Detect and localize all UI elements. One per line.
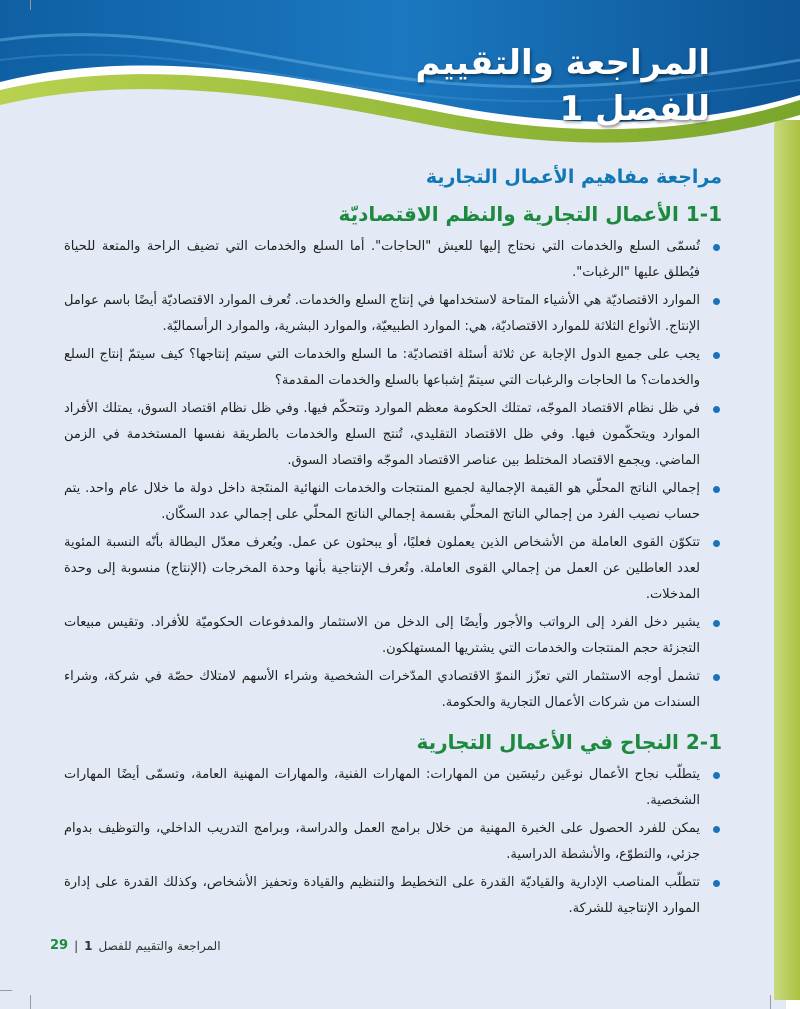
bullet-icon [713,352,720,359]
list-item: يشير دخل الفرد إلى الرواتب والأجور وأيضًا إلى الدخل من الاستثمار والمدفوعات الحكوميّة للأفراد. وتقيس مبيعات التجزئة حجم المنتجات والخدمات التي يشتريها المستهلكون. [64,610,722,662]
section-2-list [64,762,722,922]
footer-separator: | [74,938,79,953]
bullet-icon [713,880,720,887]
crop-mark [30,0,31,10]
list-item: في ظل نظام الاقتصاد الموجّه، تمتلك الحكومة معظم الموارد وتتحكّم فيها. وفي ظل نظام اقتصاد السوق، يمتلك الأفراد الموارد ويتحكّمون فيها. وفي ظل الاقتصاد التقليدي، تُنتج السلع والخدمات بالطريقة نفسها المستخدمة في الزمن الماضي. ويجمع الاقتصاد المختلط بين عناصر الاقتصاد الموجّه واقتصاد السوق. [64,396,722,474]
bullet-icon [713,298,720,305]
title-line-1: المراجعة والتقييم [415,43,710,83]
section-heading-1: 1-1 الأعمال التجارية والنظم الاقتصاديّة [338,202,722,226]
list-item: تشمل أوجه الاستثمار التي تعزّز النموّ الاقتصادي المدّخرات الشخصية وشراء الأسهم لامتلاك حصّة في شركة، وشراء السندات من شركات الأعمال التجارية والحكومة. [64,664,722,716]
list-item: تتكوّن القوى العاملة من الأشخاص الذين يعملون فعليًا، أو يبحثون عن عمل. ويُعرف معدّل البطالة بأنّه النسبة المئوية لعدد العاطلين عن العمل من إجمالي القوى العاملة. وتُعرف الإنتاجية بأنها وحدة المخرجات (الإنتاج) منسوبة إلى وحدة المدخلات. [64,530,722,608]
bullet-icon [713,772,720,779]
bullet-icon [713,244,720,251]
bullet-icon [713,486,720,493]
footer-chapter-number: 1 [84,938,93,953]
crop-mark [30,995,31,1009]
title-line-2: للفصل 1 [559,89,710,129]
page-footer [50,938,221,953]
list-item: يجب على جميع الدول الإجابة عن ثلاثة أسئلة اقتصاديّة: ما السلع والخدمات التي سيتم إنتاجها؟ كيف سيتمّ إنتاج السلع والخدمات؟ ما الحاجات والرغبات التي سيتمّ إشباعها بالسلع والخدمات المقدمة؟ [64,342,722,394]
chapter-tab [774,120,800,1000]
page-title [390,40,710,132]
list-item: يمكن للفرد الحصول على الخبرة المهنية من خلال برامج العمل والدراسة، وبرامج التدريب الداخلي، والتوظيف بدوام جزئي، والتطوّع، والأنشطة الدراسية. [64,816,722,868]
section-heading-2: 2-1 النجاح في الأعمال التجارية [416,730,722,754]
review-heading: مراجعة مفاهيم الأعمال التجارية [425,166,722,188]
list-item: إجمالي الناتج المحلّي هو القيمة الإجمالية لجميع المنتجات والخدمات النهائية المنتَجة داخل دولة ما خلال عام واحد. يتم حساب نصيب الفرد من إجمالي الناتج المحلّي بقسمة إجمالي الناتج المحلّي على إجمالي عدد السكّان. [64,476,722,528]
crop-mark [770,995,771,1009]
bullet-icon [713,620,720,627]
bullet-icon [713,540,720,547]
page-number: 29 [50,938,69,953]
crop-mark [0,990,12,991]
bullet-icon [713,674,720,681]
list-item: يتطلّب نجاح الأعمال نوعَين رئيسَين من المهارات: المهارات الفنية، والمهارات المهنية العامة، وتسمّى أيضًا المهارات الشخصية. [64,762,722,814]
bullet-icon [713,406,720,413]
list-item: الموارد الاقتصاديّة هي الأشياء المتاحة لاستخدامها في إنتاج السلع والخدمات. تُعرف الموارد الاقتصاديّة أيضًا باسم عوامل الإنتاج. الأنواع الثلاثة للموارد الاقتصاديّة، هي: الموارد الطبيعيّة، والموارد البشرية، والموارد الرأسماليّة. [64,288,722,340]
bullet-icon [713,826,720,833]
footer-chapter-label: المراجعة والتقييم للفصل [98,938,221,953]
list-item: تتطلّب المناصب الإدارية والقياديّة القدرة على التخطيط والتنظيم والقيادة وتحفيز الأشخاص، وكذلك القدرة على إدارة الموارد الإنتاجية للشركة. [64,870,722,922]
main-content [64,160,722,924]
list-item: تُسمّى السلع والخدمات التي نحتاج إليها للعيش "الحاجات". أما السلع والخدمات التي تضيف الراحة والمتعة للحياة فيُطلق عليها "الرغبات". [64,234,722,286]
section-1-list [64,234,722,716]
